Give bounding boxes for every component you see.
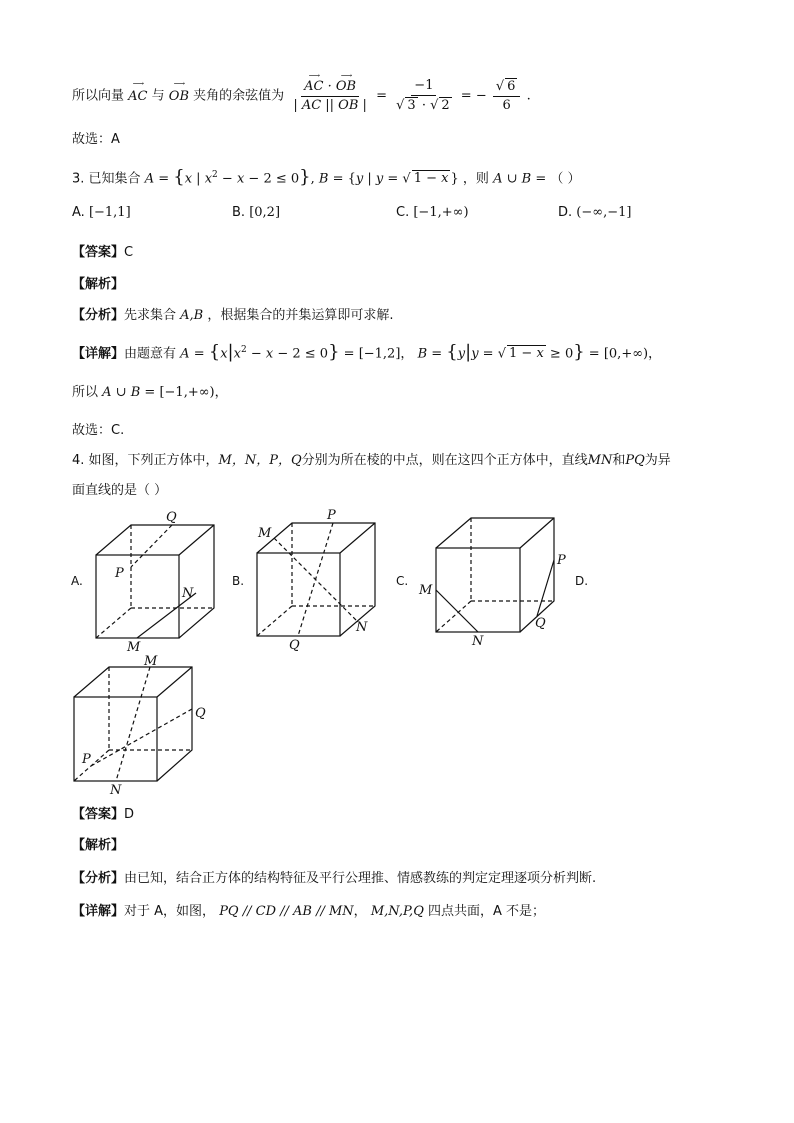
fig-label-c: C. xyxy=(396,574,409,588)
fraction-value: $\frac{-1}{√ 3 \cdot √ 2}$ xyxy=(396,78,450,113)
fraction-dot-product: ⟶ AC · ⟶ OB | AC || OB | xyxy=(293,70,367,113)
q3-choose: 故选：C. xyxy=(72,423,125,438)
option-b: B. [0,2] xyxy=(232,205,281,220)
svg-text:Q: Q xyxy=(289,638,300,653)
cube-c xyxy=(436,518,554,632)
svg-text:N: N xyxy=(182,586,194,601)
svg-text:Q: Q xyxy=(535,616,546,631)
q4-stem-line1: 4. 如图，下列正方体中，M，N，P，Q分别为所在棱的中点，则在这四个正方体中，直线MN和PQ为异 xyxy=(72,453,671,468)
option-a: A. [−1,1] xyxy=(72,205,131,220)
fraction-result: $\frac{√ 6}{6}$ xyxy=(493,78,521,114)
q3-xiangjie: 【详解】由题意有 $A = \{x|x^2 - x - 2 \le 0\} = [-1,2]$， B = {y|y = √ 1 − x ≥ 0} = [0,+∞)， xyxy=(72,341,662,363)
svg-text:Q: Q xyxy=(166,510,177,525)
q4-jiexi: 【解析】 xyxy=(72,838,125,853)
svg-text:M: M xyxy=(127,640,141,655)
option-d: D. (−∞,−1] xyxy=(558,205,632,220)
cube-figures xyxy=(0,505,794,805)
choose-a: 故选：A xyxy=(72,132,120,147)
q3-union: 所以 A ∪ B = [−1,+∞)， xyxy=(72,385,228,400)
q4-xiangjie: 【详解】对于 A，如图， PQ // CD // AB // MN， M,N,P,Q 四点共面，A 不是； xyxy=(72,904,546,919)
svg-text:P: P xyxy=(82,752,91,767)
fig-label-d: D. xyxy=(575,574,589,588)
svg-text:M: M xyxy=(144,654,158,669)
svg-text:M: M xyxy=(258,526,272,541)
vector-ob: ⟶ OB xyxy=(168,78,190,104)
q4-fenxi: 【分析】由已知，结合正方体的结构特征及平行公理推、情感教练的判定定理逐项分析判断. xyxy=(72,871,597,886)
option-c: C. [−1,+∞) xyxy=(396,205,469,220)
cube-d xyxy=(74,667,192,781)
svg-text:N: N xyxy=(356,620,368,635)
q4-answer: 【答案】D xyxy=(72,807,135,822)
svg-text:N: N xyxy=(110,783,122,798)
cube-a xyxy=(96,525,214,638)
cosine-line: 所以向量 ⟶ AC 与 ⟶ OB 夹角的余弦值为 ⟶ AC · ⟶ OB | AC || OB | = $\frac{-1}{√ 3 \cdot √ 2}$ = − $\frac{√ 6}{6}$ . xyxy=(72,70,531,113)
svg-text:P: P xyxy=(557,553,566,568)
q4-stem-line2: 面直线的是（ ） xyxy=(72,483,168,498)
fig-label-a: A. xyxy=(71,574,83,588)
q3-jiexi: 【解析】 xyxy=(72,277,125,292)
q3-fenxi: 【分析】先求集合 A,B ，根据集合的并集运算即可求解. xyxy=(72,308,394,323)
vector-ac: ⟶ AC xyxy=(128,78,148,104)
svg-text:P: P xyxy=(115,566,124,581)
svg-text:P: P xyxy=(327,508,336,523)
svg-text:Q: Q xyxy=(195,706,206,721)
svg-text:N: N xyxy=(472,634,484,649)
text-prefix: 所以向量 xyxy=(72,88,125,104)
fig-label-b: B. xyxy=(232,574,245,588)
q3-stem: 3. 已知集合 A = {x | $x^2 - x - 2 \le 0$}, B = {y | y = √ 1 − x } ，则 A ∪ B = （ ） xyxy=(72,166,581,188)
svg-text:M: M xyxy=(419,583,433,598)
q3-answer: 【答案】C xyxy=(72,245,134,260)
